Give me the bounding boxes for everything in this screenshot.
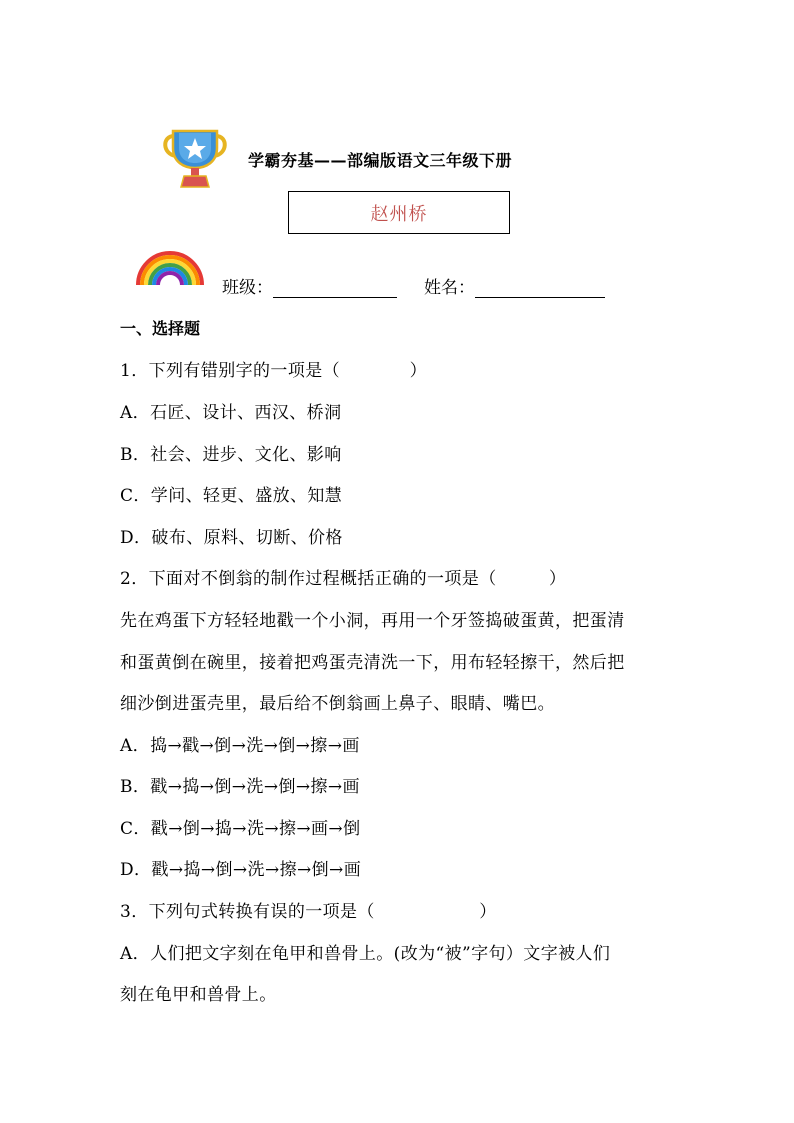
passage-line: 先在鸡蛋下方轻轻地戳一个小洞，再用一个牙签捣破蛋黄，把蛋清 (120, 611, 625, 631)
section-title: 一、选择题 (120, 319, 201, 338)
name-blank[interactable] (475, 279, 605, 298)
passage-line: 细沙倒进蛋壳里，最后给不倒翁画上鼻子、眼睛、嘴巴。 (120, 694, 555, 714)
option-line-continued: 刻在龟甲和兽骨上。 (120, 985, 277, 1005)
option-line: D．破布、原料、切断、价格 (120, 528, 343, 548)
name-label: 姓名： (424, 278, 475, 298)
option-line: D．戳→捣→倒→洗→擦→倒→画 (120, 860, 362, 880)
question-line: 1．下列有错别字的一项是（ ） (120, 361, 428, 381)
lesson-title-box (288, 191, 510, 234)
option-line: A．石匠、设计、西汉、桥洞 (120, 403, 342, 423)
trophy-icon (162, 128, 228, 190)
page-title: 学霸夯基——部编版语文三年级下册 (248, 151, 513, 170)
class-label: 班级： (222, 278, 273, 298)
student-info-row (222, 273, 605, 298)
option-line: C．学问、轻更、盛放、知慧 (120, 486, 343, 506)
option-line: A．人们把文字刻在龟甲和兽骨上。(改为“被”字句）文字被人们 (120, 944, 611, 964)
question-line: 2．下面对不倒翁的制作过程概括正确的一项是（ ） (120, 569, 567, 589)
option-line: C．戳→倒→捣→洗→擦→画→倒 (120, 819, 361, 839)
lesson-title: 赵州桥 (370, 203, 428, 225)
class-blank[interactable] (273, 279, 397, 298)
rainbow-icon (134, 247, 206, 287)
option-line: A．捣→戳→倒→洗→倒→擦→画 (120, 736, 360, 756)
passage-line: 和蛋黄倒在碗里，接着把鸡蛋壳清洗一下，用布轻轻擦干，然后把 (120, 653, 625, 673)
option-line: B．戳→捣→倒→洗→倒→擦→画 (120, 777, 360, 797)
option-line: B．社会、进步、文化、影响 (120, 445, 342, 465)
question-line: 3．下列句式转换有误的一项是（ ） (120, 902, 497, 922)
